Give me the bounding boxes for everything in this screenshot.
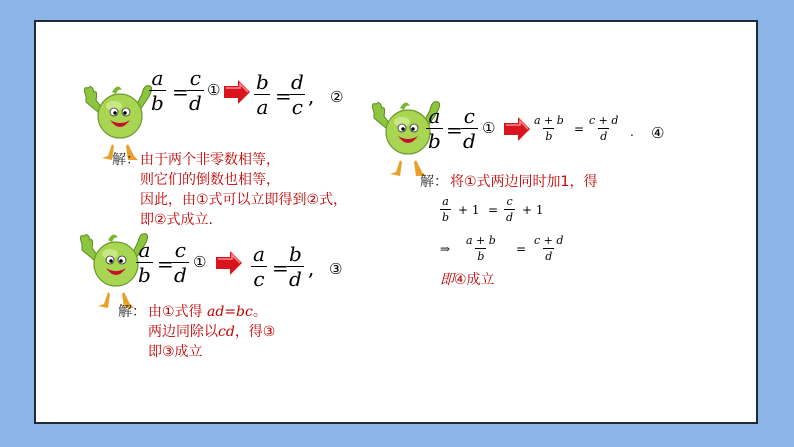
solution-line: 由①式得 ad=bc。: [148, 304, 267, 320]
plus-one: + 1: [522, 203, 544, 217]
fraction-a-plus-b-over-b: $\frac{a + b}{b}$: [466, 234, 496, 263]
equals-sign: =: [275, 84, 292, 108]
fraction-d-over-c: $\frac{d}{c}$: [291, 70, 304, 119]
solution-line: 因此，由①式可以立即得到②式，: [140, 192, 348, 208]
equals-sign: =: [446, 118, 463, 142]
slide: [34, 20, 758, 424]
equals-sign: =: [516, 242, 527, 256]
conclusion: 即④成立: [440, 272, 495, 288]
equals-sign: =: [157, 252, 174, 276]
fraction-a-plus-b-over-b: $\frac{a + b}{b}$: [534, 114, 564, 143]
solution-label: 解：: [118, 304, 146, 320]
fraction-c-over-d: $\frac{c}{d}$: [463, 104, 476, 153]
equation-tag-1: ①: [482, 119, 496, 137]
equation-tag-1: ①: [193, 253, 207, 271]
fraction-b-over-a: $\frac{b}{a}$: [256, 70, 269, 119]
equals-sign: =: [488, 203, 499, 217]
comma: ,: [308, 84, 315, 108]
equation-tag-2: ②: [330, 88, 344, 106]
solution-label: 解：: [420, 174, 448, 190]
plus-one: + 1: [458, 203, 480, 217]
fraction-c-plus-d-over-d: $\frac{c + d}{d}$: [534, 234, 564, 263]
fraction-a-over-b: $\frac{a}{b}$: [442, 195, 450, 224]
fraction-c-over-d: $\frac{c}{d}$: [189, 66, 202, 115]
fraction-a-over-b: $\frac{a}{b}$: [428, 104, 441, 153]
equals-sign: =: [272, 256, 289, 280]
fraction-a-over-c: $\frac{a}{c}$: [253, 242, 265, 291]
solution-line: 即③成立: [148, 344, 203, 360]
solution-line: 则它们的倒数也相等，: [140, 172, 280, 188]
period: .: [630, 125, 634, 139]
fraction-b-over-d: $\frac{b}{d}$: [289, 242, 302, 291]
solution-label: 解：: [112, 152, 140, 168]
fraction-a-over-b: $\frac{a}{b}$: [138, 238, 151, 287]
arrow-right-icon: [224, 80, 250, 104]
equals-sign: =: [574, 122, 585, 136]
fraction-c-plus-d-over-d: $\frac{c + d}{d}$: [589, 114, 619, 143]
comma: ,: [308, 256, 315, 280]
equation-tag-4: ④: [651, 124, 665, 142]
fraction-a-over-b: $\frac{a}{b}$: [151, 66, 164, 115]
arrow-right-icon: [504, 117, 530, 141]
solution-line: 即②式成立.: [140, 212, 214, 228]
fraction-c-over-d: $\frac{c}{d}$: [174, 238, 187, 287]
equals-sign: =: [172, 80, 189, 104]
solution-line: 由于两个非零数相等，: [140, 152, 280, 168]
arrow-right-icon: [216, 251, 242, 275]
fraction-c-over-d: $\frac{c}{d}$: [506, 195, 514, 224]
implies-sign: ⇒: [440, 242, 451, 256]
equation-tag-1: ①: [207, 81, 221, 99]
solution-line: 将①式两边同时加1，得: [450, 174, 598, 190]
equation-tag-3: ③: [329, 260, 343, 278]
solution-line: 两边同除以cd，得③: [148, 324, 276, 340]
